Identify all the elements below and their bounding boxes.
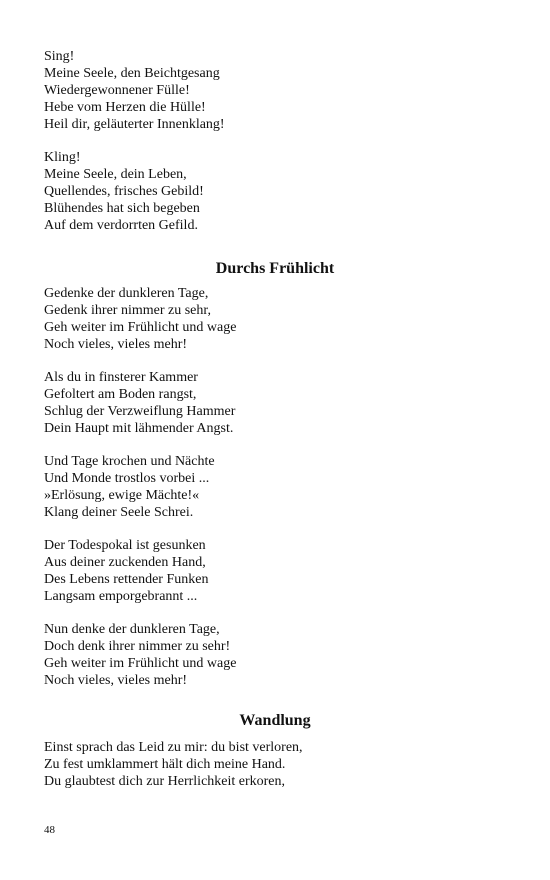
poem-stanza — [44, 149, 204, 234]
poem-stanza — [44, 48, 225, 133]
poem-line: Meine Seele, den Beichtgesang — [44, 66, 220, 81]
poem-stanza — [44, 285, 236, 353]
poem-line: Einst sprach das Leid zu mir: du bist verloren, — [44, 740, 303, 755]
poem-line: Gedenk ihrer nimmer zu sehr, — [44, 303, 211, 318]
poem-line: Nun denke der dunkleren Tage, — [44, 622, 220, 637]
poem-stanza — [44, 739, 303, 790]
poem-line: Zu fest umklammert hält dich meine Hand. — [44, 757, 286, 772]
poem-line: Des Lebens rettender Funken — [44, 572, 209, 587]
poem-line: Noch vieles, vieles mehr! — [44, 673, 188, 688]
poem-line: Doch denk ihrer nimmer zu sehr! — [44, 639, 231, 654]
poem-line: Als du in finsterer Kammer — [44, 370, 198, 385]
poem-line: Dein Haupt mit lähmender Angst. — [44, 421, 234, 436]
poem-line: Meine Seele, dein Leben, — [44, 167, 187, 182]
poem-line: Blühendes hat sich begeben — [44, 201, 200, 216]
page-number: 48 — [44, 824, 55, 836]
poem-line: Aus deiner zuckenden Hand, — [44, 555, 206, 570]
poem-stanza — [44, 621, 236, 689]
poem-stanza — [44, 369, 235, 437]
poem-line: Und Monde trostlos vorbei ... — [44, 471, 210, 486]
poem-line: Klang deiner Seele Schrei. — [44, 505, 194, 520]
poem-line: Und Tage krochen und Nächte — [44, 454, 215, 469]
poem-line: Geh weiter im Frühlicht und wage — [44, 320, 237, 335]
poem-line: Schlug der Verzweiflung Hammer — [44, 404, 236, 419]
poem-line: Gedenke der dunkleren Tage, — [44, 286, 209, 301]
poem-line: Der Todespokal ist gesunken — [44, 538, 206, 553]
poem-line: Noch vieles, vieles mehr! — [44, 337, 188, 352]
poem-line: »Erlösung, ewige Mächte!« — [44, 488, 200, 503]
poem-stanza — [44, 537, 208, 605]
poem-line: Quellendes, frisches Gebild! — [44, 184, 204, 199]
poem-line: Sing! — [44, 49, 75, 64]
poem-line: Gefoltert am Boden rangst, — [44, 387, 197, 402]
poem-line: Geh weiter im Frühlicht und wage — [44, 656, 237, 671]
poem-stanza — [44, 453, 215, 521]
poem-line: Wiedergewonnener Fülle! — [44, 83, 190, 98]
poem-title: Durchs Frühlicht — [215, 260, 335, 277]
poem-title: Wandlung — [239, 712, 311, 729]
poem-line: Auf dem verdorrten Gefild. — [44, 218, 198, 233]
poem-line: Langsam emporgebrannt ... — [44, 589, 198, 604]
poem-line: Kling! — [44, 150, 81, 165]
poem-line: Hebe vom Herzen die Hülle! — [44, 100, 206, 115]
poem-line: Heil dir, geläuterter Innenklang! — [44, 117, 225, 132]
poem-line: Du glaubtest dich zur Herrlichkeit erkoren, — [44, 774, 286, 789]
